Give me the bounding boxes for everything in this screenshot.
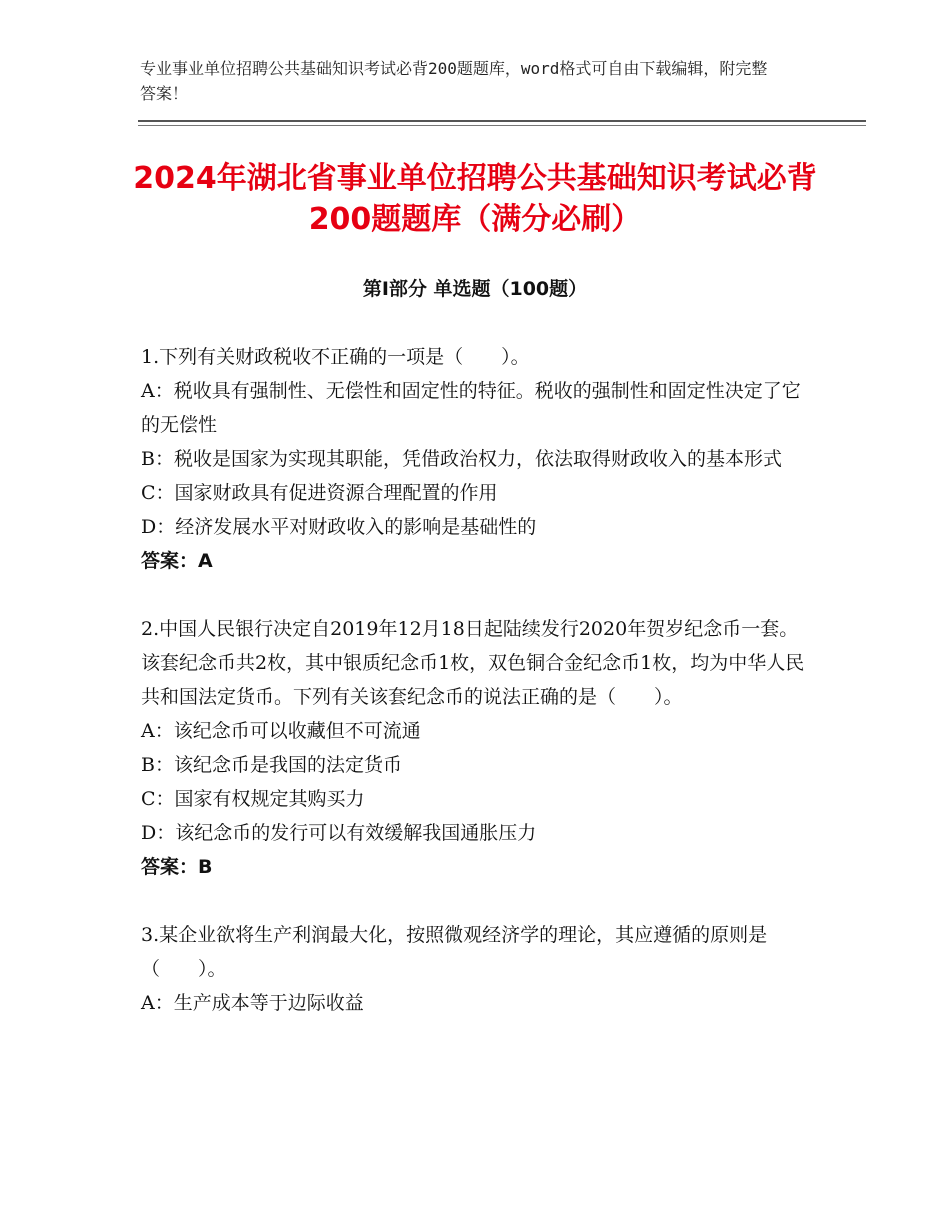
option-b: B：税收是国家为实现其职能，凭借政治权力，依法取得财政收入的基本形式 — [141, 448, 782, 470]
document-title: 2024年湖北省事业单位招聘公共基础知识考试必背200题题库（满分必刷） — [133, 161, 817, 237]
header-rule-thick — [138, 120, 866, 122]
question-stem: 1.下列有关财政税收不正确的一项是（ ）。 — [141, 346, 530, 368]
answer-label: 答案：A — [141, 550, 213, 572]
question-2 — [141, 612, 811, 884]
question-stem: 2.中国人民银行决定自2019年12月18日起陆续发行2020年贺岁纪念币一套。该套纪念币共2枚，其中银质纪念币1枚，双色铜合金纪念币1枚，均为中华人民共和国法定货币。下列有关该套纪念币的说法正确的是（ ）。 — [141, 618, 805, 708]
section-heading: 第I部分 单选题（100题） — [362, 278, 588, 300]
question-1 — [141, 340, 811, 578]
option-d: D：经济发展水平对财政收入的影响是基础性的 — [141, 516, 537, 538]
option-c: C：国家有权规定其购买力 — [141, 788, 365, 810]
header-note: 专业事业单位招聘公共基础知识考试必背200题题库，word格式可自由下载编辑，附完整答案！ — [140, 59, 768, 103]
option-a: A：生产成本等于边际收益 — [141, 992, 364, 1014]
question-stem: 3.某企业欲将生产利润最大化，按照微观经济学的理论，其应遵循的原则是（ ）。 — [141, 924, 768, 980]
option-b: B：该纪念币是我国的法定货币 — [141, 754, 402, 776]
option-a: A：该纪念币可以收藏但不可流通 — [141, 720, 421, 742]
option-a: A：税收具有强制性、无偿性和固定性的特征。税收的强制性和固定性决定了它的无偿性 — [141, 380, 801, 436]
option-c: C：国家财政具有促进资源合理配置的作用 — [141, 482, 498, 504]
header-rule-thin — [138, 125, 866, 126]
question-3 — [141, 918, 811, 1020]
answer-label: 答案：B — [141, 856, 213, 878]
question-list — [141, 340, 811, 1054]
option-d: D：该纪念币的发行可以有效缓解我国通胀压力 — [141, 822, 537, 844]
